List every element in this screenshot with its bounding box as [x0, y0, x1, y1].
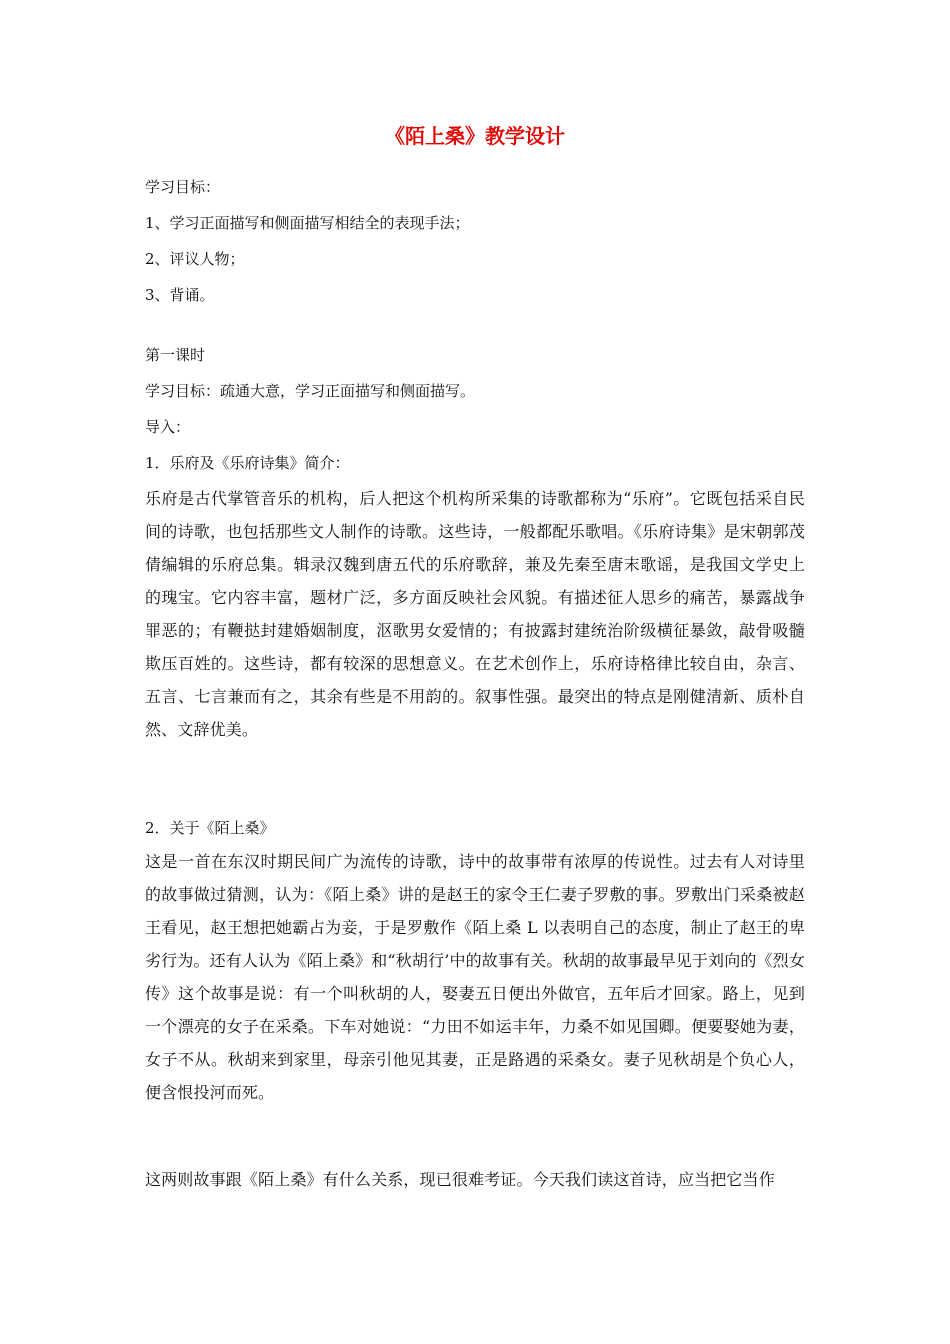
lesson-objective: 学习目标：疏通大意，学习正面描写和侧面描写。	[145, 382, 476, 400]
section1-heading: 1．乐府及《乐府诗集》简介：	[145, 454, 350, 472]
section2-heading: 2．关于《陌上桑》	[145, 819, 275, 837]
objective-item-2: 2、评议人物；	[145, 250, 245, 268]
intro-heading: 导入：	[145, 418, 191, 436]
section1-body: 乐府是古代掌管音乐的机构，后人把这个机构所采集的诗歌都称为“乐府”。它既包括采自民间的诗歌，也包括那些文人制作的诗歌。这些诗，一般都配乐歌唱。《乐府诗集》是宋朝郭茂倩编辑的乐府总集。辑录汉魏到唐五代的乐府歌辞，兼及先秦至唐末歌谣，是我国文学史上的瑰宝。它内容丰富，题材广泛，多方面反映社会风貌。有描述征人思乡的痛苦，暴露战争罪恶的；有鞭挞封建婚姻制度，沤歌男女爱情的；有披露封建统治阶级横征暴敛，敲骨吸髓欺压百姓的。这些诗，都有较深的思想意义。在艺术创作上，乐府诗格律比较自由，杂言、五言、七言兼而有之，其余有些是不用韵的。叙事性强。最突出的特点是刚健清新、质朴自然、文辞优美。	[145, 489, 805, 739]
objective-item-3: 3、背诵。	[145, 286, 215, 304]
section2-body: 这是一首在东汉时期民间广为流传的诗歌，诗中的故事带有浓厚的传说性。过去有人对诗里的故事做过猜测，认为：《陌上桑》讲的是赵王的家令王仁妻子罗敷的事。罗敷出门采桑被赵王看见，赵王想把她霸占为妾，于是罗敷作《陌上桑 L 以表明自己的态度，制止了赵王的卑劣行为。还有人认为《陌上桑》和“秋胡行’中的故事有关。秋胡的故事最早见于刘向的《烈女传》这个故事是说：有一个叫秋胡的人，娶妻五日便出外做官，五年后才回家。路上，见到一个漂亮的女子在采桑。下车对她说：“力田不如运丰年，力桑不如见国卿。便要娶她为妻，女子不从。秋胡来到家里，母亲引他见其妻，正是路遇的采桑女。妻子见秋胡是个负心人，便含恨投河而死。	[145, 852, 805, 1102]
objective-item-1: 1、学习正面描写和侧面描写相结全的表现手法；	[145, 214, 470, 232]
lesson-heading: 第一课时	[145, 346, 206, 364]
objectives-heading: 学习目标：	[145, 178, 221, 196]
final-paragraph-line: 这两则故事跟《陌上桑》有什么关系，现已很难考证。今天我们读这首诗，应当把它当作	[145, 1170, 775, 1189]
document-title: 《陌上桑》教学设计	[385, 124, 565, 148]
